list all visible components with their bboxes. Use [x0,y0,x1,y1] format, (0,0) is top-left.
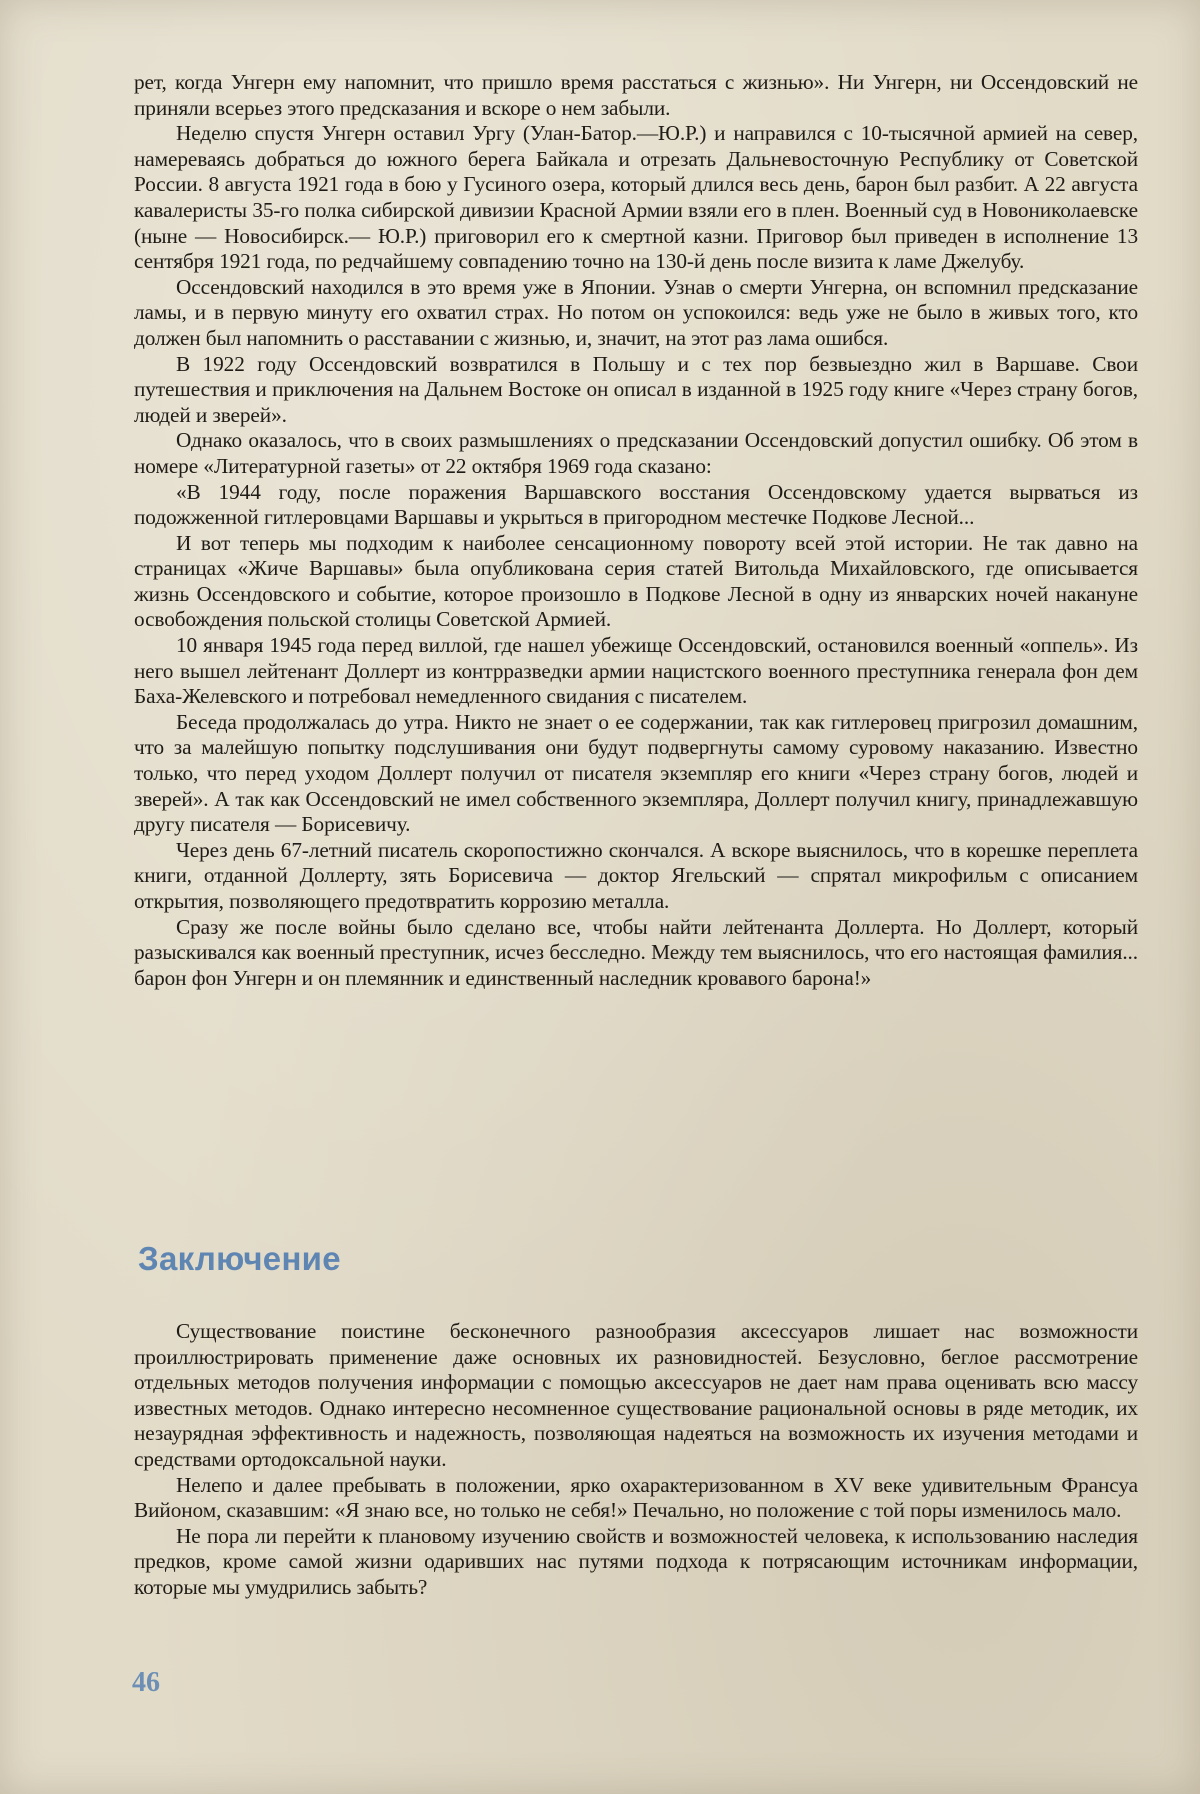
paragraph: «В 1944 году, после поражения Варшавского восстания Оссендовскому удается вырваться из подожженной гитлеровцами Варшавы и укрыться в пригородном местечке Подкове Лесной... [134,479,1138,530]
paragraph: 10 января 1945 года перед виллой, где нашел убежище Оссендовский, остановился военный «оппель». Из него вышел лейтенант Доллерт из контрразведки армии нацистского военного преступника генерала фон дем Баха-Желевского и потребовал немедленного свидания с писателем. [134,633,1138,709]
paragraph: Через день 67-летний писатель скоропостижно скончался. А вскоре выяснилось, что в корешке переплета книги, отданной Доллерту, зять Борисевича — доктор Ягельский — спрятал микрофильм с описанием открытия, позволяющего предотвратить коррозию металла. [134,837,1138,913]
paragraph: Оссендовский находился в это время уже в Японии. Узнав о смерти Унгерна, он вспомнил предсказание ламы, и в первую минуту его охватил страх. Но потом он успокоился: ведь уже не было в живых того, кто должен был напомнить о расставании с жизнью, и, значит, на этот раз лама ошибся. [134,274,1138,350]
conclusion-text-block [134,1319,1138,1601]
section-heading: Заключение [138,1240,341,1277]
paragraph: В 1922 году Оссендовский возвратился в Польшу и с тех пор безвыездно жил в Варшаве. Свои путешествия и приключения на Дальнем Востоке он описал в изданной в 1925 году книге «Через страну богов, людей и зверей». [134,351,1138,427]
paragraph: Неделю спустя Унгерн оставил Ургу (Улан-Батор.—Ю.Р.) и направился с 10-тысячной армией на север, намереваясь добраться до южного берега Байкала и отрезать Дальневосточную Республику от Советской России. 8 августа 1921 года в бою у Гусиного озера, который длился весь день, барон был разбит. А 22 августа кавалеристы 35-го полка сибирской дивизии Красной Армии взяли его в плен. Военный суд в Новониколаевске (ныне — Новосибирск.— Ю.Р.) приговорил его к смертной казни. Приговор был приведен в исполнение 13 сентября 1921 года, по редчайшему совпадению точно на 130-й день после визита к ламе Джелубу. [134,121,1138,274]
page-number: 46 [132,1667,160,1698]
paragraph: Не пора ли перейти к плановому изучению свойств и возможностей человека, к использованию наследия предков, кроме самой жизни одаривших нас путями подхода к потрясающим источникам информации, которые мы умудрились забыть? [134,1523,1138,1599]
paragraph: Беседа продолжалась до утра. Никто не знает о ее содержании, так как гитлеровец пригрозил домашним, что за малейшую попытку подслушивания они будут подвергнуты самому суровому наказанию. Известно только, что перед уходом Доллерт получил от писателя экземпляр его книги «Через страну богов, людей и зверей». А так как Оссендовский не имел собственного экземпляра, Доллерт получил книгу, принадлежавшую другу писателя — Борисевичу. [134,709,1138,837]
paragraph: Однако оказалось, что в своих размышлениях о предсказании Оссендовский допустил ошибку. Об этом в номере «Литературной газеты» от 22 октября 1969 года сказано: [134,428,1138,478]
paragraph: И вот теперь мы подходим к наиболее сенсационному повороту всей этой истории. Не так давно на страницах «Жиче Варшавы» была опубликована серия статей Витольда Михайловского, где описывается жизнь Оссендовского и событие, которое произошло в Подкове Лесной в одну из январских ночей накануне освобождения польской столицы Советской Армией. [134,530,1138,632]
paragraph: рет, когда Унгерн ему напомнит, что пришло время расстаться с жизнью». Ни Унгерн, ни Оссендовский не приняли всерьез этого предсказания и вскоре о нем забыли. [134,70,1138,120]
paragraph: Сразу же после войны было сделано все, чтобы найти лейтенанта Доллерта. Но Доллерт, который разыскивался как военный преступник, исчез бесследно. Между тем выяснилось, что его настоящая фамилия... барон фон Унгерн и он племянник и единственный наследник кровавого барона!» [134,914,1138,990]
main-text-block [134,70,1138,991]
paragraph: Существование поистине бесконечного разнообразия аксессуаров лишает нас возможности проиллюстрировать применение даже основных их разновидностей. Безусловно, беглое рассмотрение отдельных методов получения информации с помощью аксессуаров не дает нам права оценивать всю массу известных методов. Однако интересно несомненное существование рациональной основы в ряде методик, их незаурядная эффективность и надежность, позволяющая надеяться на возможность их изучения методами и средствами ортодоксальной науки. [134,1319,1138,1471]
paragraph: Нелепо и далее пребывать в положении, ярко охарактеризованном в XV веке удивительным Франсуа Вийоном, сказавшим: «Я знаю все, но только не себя!» Печально, но положение с той поры изменилось мало. [134,1472,1138,1523]
